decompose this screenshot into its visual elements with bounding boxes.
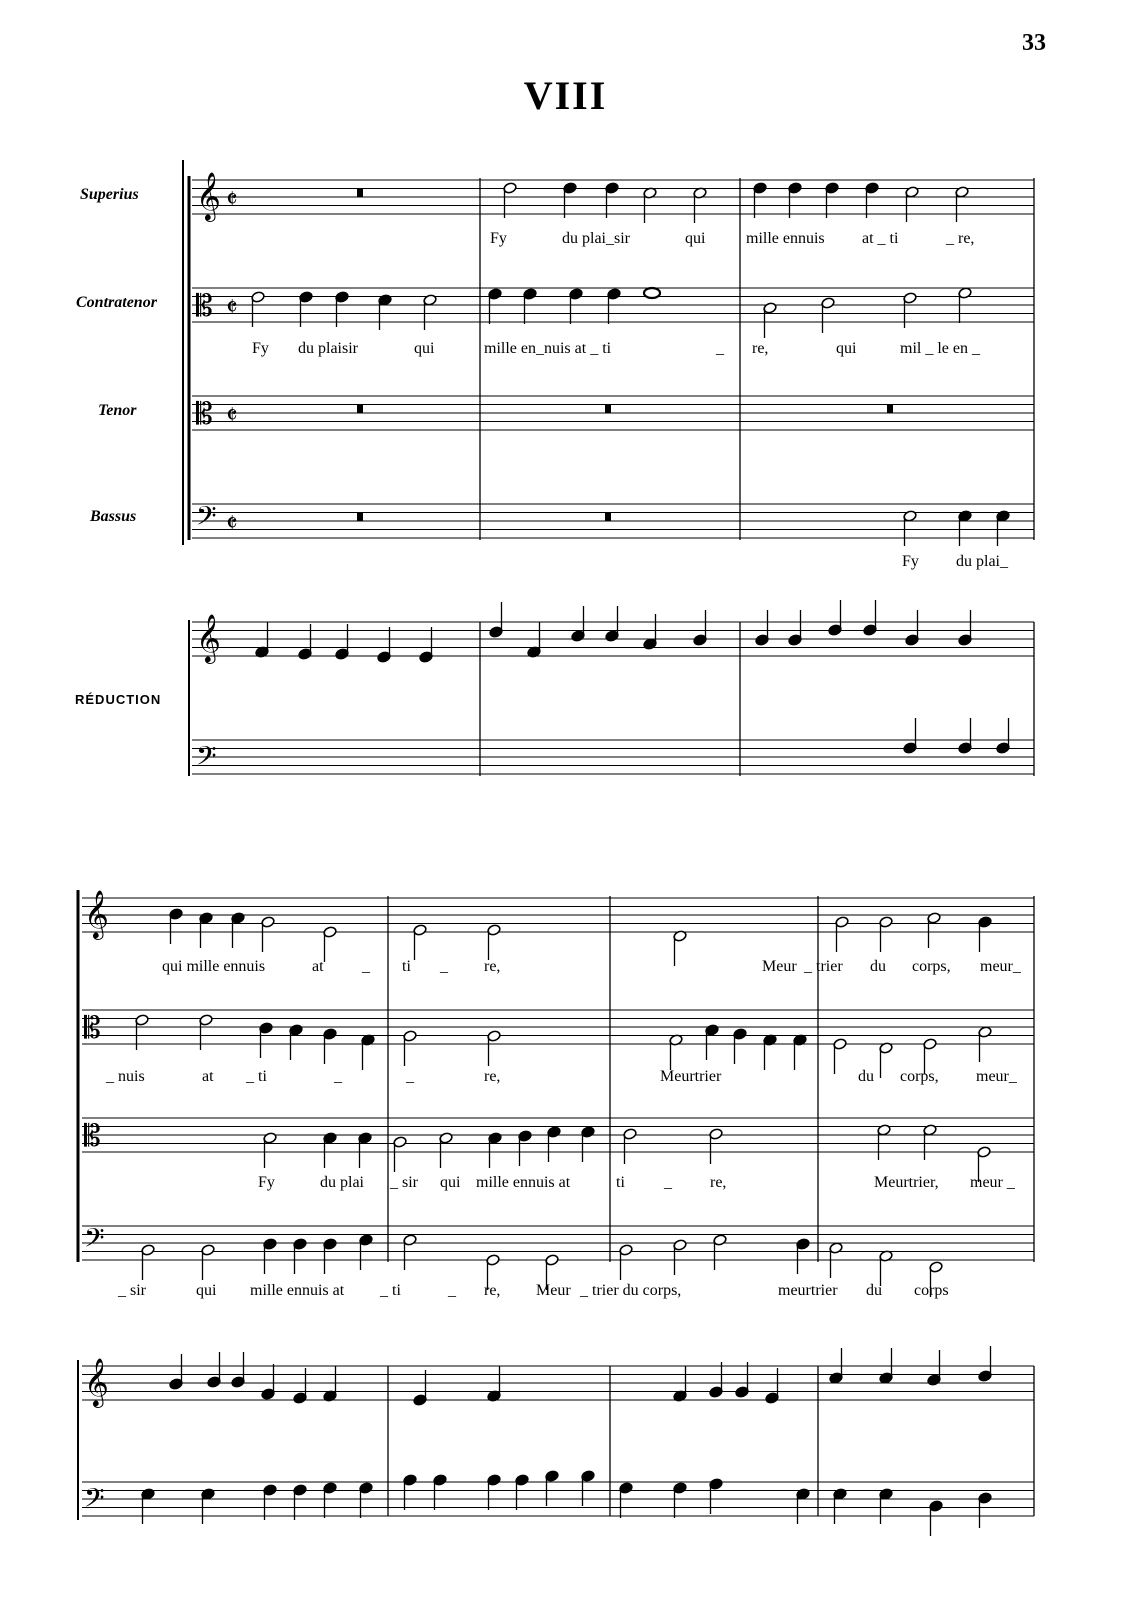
lyric-s2-tenor-4: qui: [440, 1174, 461, 1191]
lyric-s1-superius-6: _ re,: [946, 230, 975, 247]
rest: [357, 513, 363, 521]
lyric-s2-bassus-4: _ ti: [380, 1282, 401, 1299]
piece-title: VIII: [523, 73, 608, 118]
lyric-s2-bassus-9: meurtrier: [778, 1282, 838, 1299]
bass-clef: 𝄢: [84, 1222, 105, 1260]
lyric-s2-superius-7: Meur: [762, 958, 797, 975]
lyric-s2-bassus-10: du: [866, 1282, 882, 1299]
lyric-s1-contra-7: qui: [836, 340, 857, 357]
lyric-s2-superius-1: qui mille ennuis: [162, 958, 266, 975]
voice-label-bassus: Bassus: [90, 508, 137, 525]
lyric-s2-tenor-7: _: [664, 1174, 672, 1191]
lyric-s2-bassus-5: _: [448, 1282, 456, 1299]
lyric-s2-superius-9: du: [870, 958, 886, 975]
treble-clef: 𝄞: [196, 613, 221, 662]
rest: [357, 405, 363, 413]
lyric-s2-superius-2: at: [312, 958, 324, 975]
bass-clef: 𝄢: [84, 1482, 105, 1520]
lyric-s2-contra-1: _ nuis: [106, 1068, 145, 1085]
treble-clef: 𝄞: [196, 171, 221, 220]
lyric-s1-contra-8: mil _ le en _: [900, 340, 980, 357]
lyric-s2-superius-5: _: [440, 958, 448, 975]
lyric-s2-contra-6: re,: [484, 1068, 501, 1085]
lyric-s2-contra-9: corps,: [900, 1068, 939, 1085]
lyric-s2-contra-10: meur_: [976, 1068, 1017, 1085]
lyric-s1-contra-5: _: [716, 340, 724, 357]
rest: [605, 405, 611, 413]
lyric-s2-contra-2: at: [202, 1068, 214, 1085]
lyric-s2-superius-8: _ trier: [804, 958, 843, 975]
voice-label-contratenor: Contratenor: [76, 294, 157, 311]
treble-clef: 𝄞: [84, 889, 109, 938]
lyric-s2-contra-4: _: [334, 1068, 342, 1085]
lyric-s2-tenor-3: _ sir: [390, 1174, 418, 1191]
lyric-s2-superius-10: corps,: [912, 958, 951, 975]
lyric-s2-bassus-2: qui: [196, 1282, 217, 1299]
reduction-label: RÉDUCTION: [75, 692, 162, 707]
lyric-s1-contra-2: du plaisir: [298, 340, 358, 357]
lyric-s1-contra-1: Fy: [252, 340, 269, 357]
rest: [357, 189, 363, 197]
rest: [605, 513, 611, 521]
cut-time-sign: 𝄵: [226, 509, 238, 539]
cut-time-sign: 𝄵: [226, 401, 238, 431]
voice-label-tenor: Tenor: [98, 402, 137, 419]
lyric-s1-contra-6: re,: [752, 340, 769, 357]
lyric-s2-tenor-8: re,: [710, 1174, 727, 1191]
lyric-s2-contra-5: _: [406, 1068, 414, 1085]
rest: [887, 405, 893, 413]
voice-label-superius: Superius: [80, 186, 139, 203]
lyric-s2-tenor-9: Meurtrier,: [874, 1174, 939, 1191]
lyric-s2-superius-6: re,: [484, 958, 501, 975]
lyric-s1-superius-3: qui: [685, 230, 706, 247]
treble-clef: 𝄞: [84, 1357, 109, 1406]
lyric-s2-contra-3: _ ti: [246, 1068, 267, 1085]
lyric-s1-superius-5: at _ ti: [862, 230, 899, 247]
lyric-s2-bassus-6: re,: [484, 1282, 501, 1299]
lyric-s2-tenor-2: du plai: [320, 1174, 364, 1191]
lyric-s1-superius-1: Fy: [490, 230, 507, 247]
lyric-s2-superius-3: _: [362, 958, 370, 975]
lyric-s1-superius-4: mille ennuis: [746, 230, 825, 247]
cut-time-sign: 𝄵: [226, 293, 238, 323]
lyric-s1-bassus-1: Fy: [902, 553, 919, 570]
tenor-clef: 𝄡: [196, 397, 213, 432]
lyric-s2-tenor-5: mille ennuis at: [476, 1174, 571, 1191]
lyric-s1-superius-2: du plai_sir: [562, 230, 630, 247]
tenor-clef: 𝄡: [84, 1119, 101, 1154]
lyric-s2-superius-11: meur_: [980, 958, 1021, 975]
lyric-s1-contra-3: qui: [414, 340, 435, 357]
lyric-s2-bassus-3: mille ennuis at: [250, 1282, 345, 1299]
bass-clef: 𝄢: [196, 500, 217, 538]
lyric-s2-contra-7: Meurtrier: [660, 1068, 722, 1085]
lyric-s2-bassus-8: _ trier du corps,: [580, 1282, 682, 1299]
cut-time-sign: 𝄵: [226, 185, 238, 215]
whole-note: [644, 288, 660, 298]
lyric-s2-bassus-7: Meur: [536, 1282, 571, 1299]
lyric-s2-contra-8: du: [858, 1068, 874, 1085]
lyric-s1-contra-4: mille en_nuis at _ ti: [484, 340, 612, 357]
alto-clef: 𝄡: [196, 289, 213, 324]
lyric-s2-superius-4: ti: [402, 958, 411, 975]
lyric-s1-bassus-2: du plai_: [956, 553, 1008, 570]
lyric-s2-tenor-6: ti: [616, 1174, 625, 1191]
lyric-s2-tenor-10: meur _: [970, 1174, 1015, 1191]
lyric-s2-tenor-1: Fy: [258, 1174, 275, 1191]
bass-clef: 𝄢: [196, 740, 217, 778]
page-number: 33: [1022, 30, 1046, 56]
lyric-s2-bassus-1: _ sir: [118, 1282, 146, 1299]
lyric-s2-bassus-11: corps: [914, 1282, 949, 1299]
alto-clef: 𝄡: [84, 1011, 101, 1046]
